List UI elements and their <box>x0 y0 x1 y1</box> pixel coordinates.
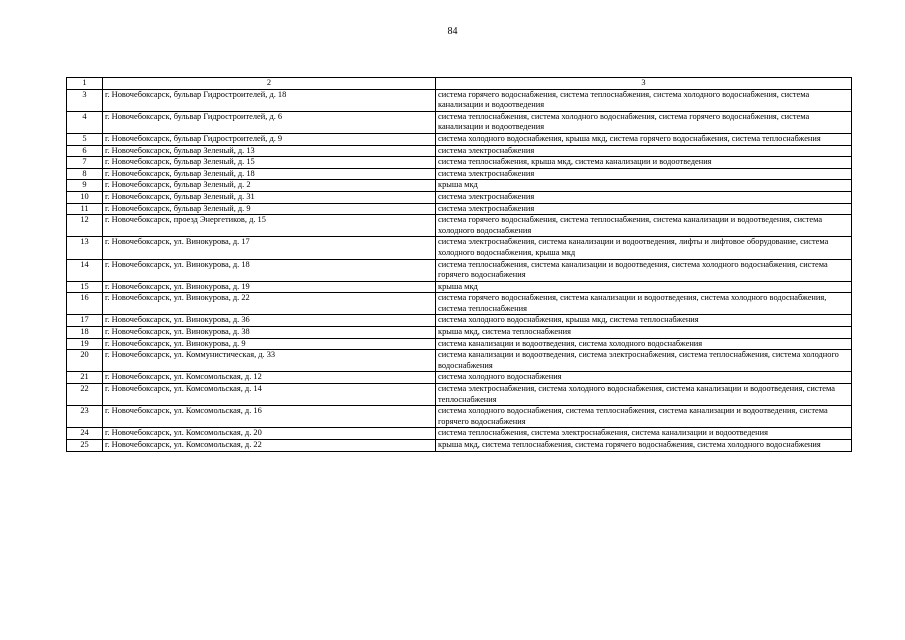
table-row <box>67 384 852 406</box>
systems-cell: система электроснабжения <box>436 191 852 203</box>
table-row <box>67 168 852 180</box>
address-cell: г. Новочебоксарск, ул. Винокурова, д. 38 <box>103 327 436 339</box>
row-number-cell: 7 <box>67 157 103 169</box>
row-number-cell: 22 <box>67 384 103 406</box>
systems-cell: система канализации и водоотведения, система электроснабжения, система теплоснабжения, система холодного водоснабжения <box>436 350 852 372</box>
systems-cell: система электроснабжения <box>436 145 852 157</box>
row-number-cell: 14 <box>67 259 103 281</box>
address-cell: г. Новочебоксарск, ул. Винокурова, д. 17 <box>103 237 436 259</box>
table-row <box>67 191 852 203</box>
systems-cell: крыша мкд, система теплоснабжения, система горячего водоснабжения, система холодного водоснабжения <box>436 440 852 452</box>
systems-cell: система горячего водоснабжения, система теплоснабжения, система канализации и водоотведения, система холодного водоснабжения <box>436 215 852 237</box>
row-number-cell: 10 <box>67 191 103 203</box>
page-number: 84 <box>447 26 458 37</box>
row-number-cell: 12 <box>67 215 103 237</box>
row-number-cell: 24 <box>67 428 103 440</box>
address-cell: г. Новочебоксарск, бульвар Гидростроителей, д. 6 <box>103 111 436 133</box>
systems-cell: система электроснабжения, система холодного водоснабжения, система канализации и водоотведения, система теплоснабжения <box>436 384 852 406</box>
row-number-cell: 8 <box>67 168 103 180</box>
address-cell: г. Новочебоксарск, ул. Комсомольская, д. 22 <box>103 440 436 452</box>
row-number-cell: 21 <box>67 372 103 384</box>
systems-cell: система холодного водоснабжения <box>436 372 852 384</box>
address-cell: г. Новочебоксарск, бульвар Зеленый, д. 31 <box>103 191 436 203</box>
address-cell: г. Новочебоксарск, ул. Коммунистическая, д. 33 <box>103 350 436 372</box>
address-cell: г. Новочебоксарск, ул. Комсомольская, д. 12 <box>103 372 436 384</box>
address-cell: г. Новочебоксарск, бульвар Зеленый, д. 9 <box>103 203 436 215</box>
systems-cell: система холодного водоснабжения, система теплоснабжения, система канализации и водоотведения, система горячего водоснабжения <box>436 406 852 428</box>
systems-cell: система горячего водоснабжения, система теплоснабжения, система холодного водоснабжения, система канализации и водоотведения <box>436 89 852 111</box>
table-row <box>67 133 852 145</box>
address-cell: г. Новочебоксарск, ул. Комсомольская, д. 20 <box>103 428 436 440</box>
row-number-cell: 9 <box>67 180 103 192</box>
systems-cell: система электроснабжения <box>436 168 852 180</box>
row-number-cell: 3 <box>67 89 103 111</box>
address-cell: г. Новочебоксарск, бульвар Зеленый, д. 2 <box>103 180 436 192</box>
row-number-cell: 17 <box>67 315 103 327</box>
systems-cell: система теплоснабжения, система холодного водоснабжения, система горячего водоснабжения, система канализации и водоотведения <box>436 111 852 133</box>
registry-table <box>66 77 852 452</box>
row-number-cell: 11 <box>67 203 103 215</box>
address-cell: г. Новочебоксарск, ул. Винокурова, д. 19 <box>103 281 436 293</box>
address-cell: г. Новочебоксарск, бульвар Зеленый, д. 15 <box>103 157 436 169</box>
systems-cell: система электроснабжения, система канализации и водоотведения, лифты и лифтовое оборудование, система холодного водоснабжения, крыша мкд <box>436 237 852 259</box>
table-row <box>67 338 852 350</box>
address-cell: г. Новочебоксарск, ул. Комсомольская, д. 14 <box>103 384 436 406</box>
column-header: 2 <box>103 78 436 90</box>
row-number-cell: 4 <box>67 111 103 133</box>
address-cell: г. Новочебоксарск, ул. Винокурова, д. 18 <box>103 259 436 281</box>
table-row <box>67 111 852 133</box>
address-cell: г. Новочебоксарск, бульвар Зеленый, д. 18 <box>103 168 436 180</box>
address-cell: г. Новочебоксарск, бульвар Гидростроителей, д. 18 <box>103 89 436 111</box>
table-row <box>67 215 852 237</box>
table-row <box>67 327 852 339</box>
row-number-cell: 13 <box>67 237 103 259</box>
systems-cell: крыша мкд, система теплоснабжения <box>436 327 852 339</box>
row-number-cell: 6 <box>67 145 103 157</box>
row-number-cell: 16 <box>67 293 103 315</box>
row-number-cell: 25 <box>67 440 103 452</box>
table-row <box>67 145 852 157</box>
table-row <box>67 157 852 169</box>
row-number-cell: 19 <box>67 338 103 350</box>
systems-cell: система канализации и водоотведения, система холодного водоснабжения <box>436 338 852 350</box>
row-number-cell: 18 <box>67 327 103 339</box>
table-row <box>67 89 852 111</box>
address-cell: г. Новочебоксарск, ул. Комсомольская, д. 16 <box>103 406 436 428</box>
row-number-cell: 23 <box>67 406 103 428</box>
table-header-row <box>67 78 852 90</box>
address-cell: г. Новочебоксарск, ул. Винокурова, д. 9 <box>103 338 436 350</box>
address-cell: г. Новочебоксарск, проезд Энергетиков, д. 15 <box>103 215 436 237</box>
systems-cell: система горячего водоснабжения, система канализации и водоотведения, система холодного водоснабжения, система теплоснабжения <box>436 293 852 315</box>
address-cell: г. Новочебоксарск, бульвар Зеленый, д. 13 <box>103 145 436 157</box>
table-row <box>67 350 852 372</box>
table-row <box>67 428 852 440</box>
row-number-cell: 20 <box>67 350 103 372</box>
row-number-cell: 5 <box>67 133 103 145</box>
table-row <box>67 315 852 327</box>
systems-cell: система холодного водоснабжения, крыша мкд, система теплоснабжения <box>436 315 852 327</box>
column-header: 1 <box>67 78 103 90</box>
address-cell: г. Новочебоксарск, бульвар Гидростроителей, д. 9 <box>103 133 436 145</box>
table-row <box>67 406 852 428</box>
table-row <box>67 203 852 215</box>
systems-cell: система теплоснабжения, крыша мкд, система канализации и водоотведения <box>436 157 852 169</box>
systems-cell: система теплоснабжения, система электроснабжения, система канализации и водоотведения <box>436 428 852 440</box>
systems-cell: крыша мкд <box>436 281 852 293</box>
systems-cell: система холодного водоснабжения, крыша мкд, система горячего водоснабжения, система теплоснабжения <box>436 133 852 145</box>
column-header: 3 <box>436 78 852 90</box>
table-row <box>67 180 852 192</box>
table-row <box>67 440 852 452</box>
address-cell: г. Новочебоксарск, ул. Винокурова, д. 22 <box>103 293 436 315</box>
table-row <box>67 237 852 259</box>
table-row <box>67 293 852 315</box>
row-number-cell: 15 <box>67 281 103 293</box>
systems-cell: система теплоснабжения, система канализации и водоотведения, система холодного водоснабжения, система горячего водоснабжения <box>436 259 852 281</box>
systems-cell: система электроснабжения <box>436 203 852 215</box>
table-row <box>67 372 852 384</box>
systems-cell: крыша мкд <box>436 180 852 192</box>
address-cell: г. Новочебоксарск, ул. Винокурова, д. 36 <box>103 315 436 327</box>
table-row <box>67 259 852 281</box>
table-row <box>67 281 852 293</box>
